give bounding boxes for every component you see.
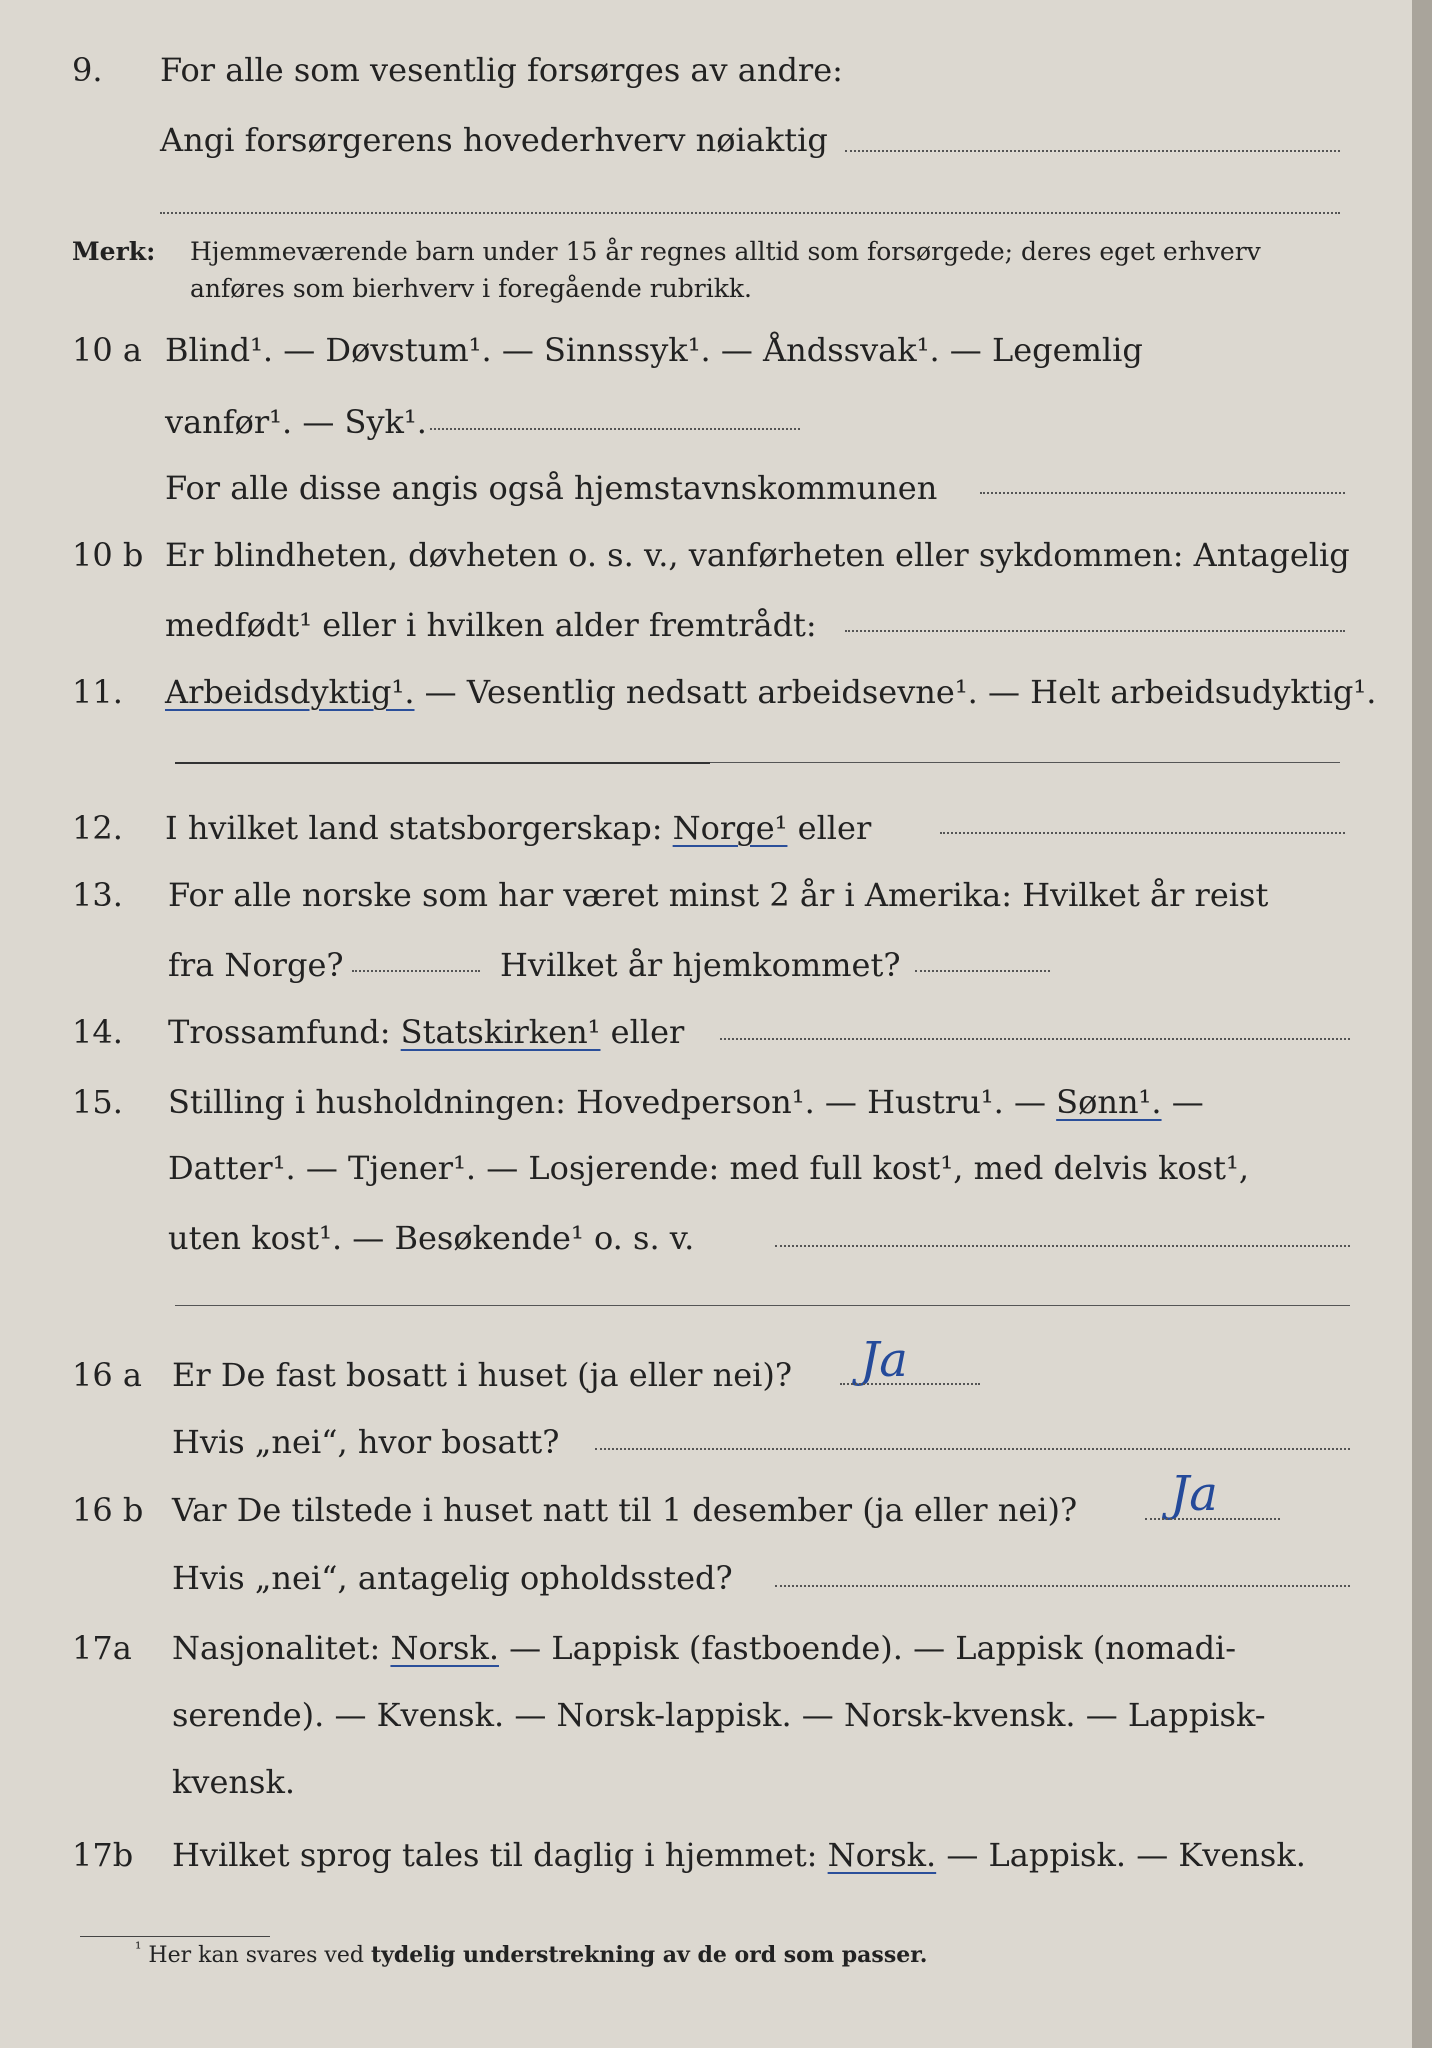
- q16b-where-line[interactable]: [775, 1585, 1350, 1587]
- q16a-number: 16 a: [72, 1356, 142, 1394]
- q13-year-returned[interactable]: [915, 970, 1050, 972]
- q16b-answer: Ja: [1170, 1466, 1218, 1522]
- merk-label: Merk:: [72, 237, 156, 266]
- q9-answer-line[interactable]: [845, 150, 1340, 152]
- q15-line3: uten kost¹. — Besøkende¹ o. s. v.: [168, 1219, 695, 1257]
- q13-year-left[interactable]: [352, 970, 480, 972]
- footnote-rule: [80, 1936, 270, 1937]
- footnote: $^{^1}$ Her kan svares ved tydelig understrekning av de ord som passer.: [135, 1938, 928, 1968]
- q11-answer-line[interactable]: [175, 762, 710, 764]
- q12-selected-option[interactable]: Norge¹: [672, 809, 788, 847]
- q9-number: 9.: [72, 51, 103, 89]
- q11-selected-option[interactable]: Arbeidsdyktig¹.: [165, 673, 415, 711]
- q11-number: 11.: [72, 673, 123, 711]
- q17a-selected-option[interactable]: Norsk.: [390, 1629, 499, 1667]
- q11-line: Arbeidsdyktig¹. — Vesentlig nedsatt arbeidsevne¹. — Helt arbeidsudyktig¹.: [165, 673, 1377, 711]
- q17b-number: 17b: [72, 1836, 134, 1874]
- q15-answer-line[interactable]: [775, 1245, 1350, 1247]
- q16a-answer-line[interactable]: [840, 1383, 980, 1385]
- q10a-line3: For alle disse angis også hjemstavnskommunen: [165, 469, 938, 507]
- q16b-answer-line[interactable]: [1145, 1518, 1280, 1520]
- q12-line: I hvilket land statsborgerskap: Norge¹ eller: [165, 809, 872, 847]
- q9-answer-line-2[interactable]: [160, 212, 1340, 214]
- q14-answer-line[interactable]: [720, 1038, 1350, 1040]
- q15-number: 15.: [72, 1083, 123, 1121]
- q9-line2: Angi forsørgerens hovederhverv nøiaktig: [160, 121, 828, 159]
- q15-line1: Stilling i husholdningen: Hovedperson¹. — Hustru¹. — Sønn¹. —: [168, 1083, 1204, 1121]
- q13-number: 13.: [72, 876, 123, 914]
- q17a-number: 17a: [72, 1629, 132, 1667]
- q15-line2: Datter¹. — Tjener¹. — Losjerende: med full kost¹, med delvis kost¹,: [168, 1149, 1250, 1187]
- q10a-line1: Blind¹. — Døvstum¹. — Sinnssyk¹. — Åndssvak¹. — Legemlig: [165, 331, 1143, 369]
- q17b-line: Hvilket sprog tales til daglig i hjemmet: Norsk. — Lappisk. — Kvensk.: [172, 1836, 1306, 1874]
- q16a-where-line[interactable]: [595, 1448, 1350, 1450]
- q16b-line1: Var De tilstede i huset natt til 1 desember (ja eller nei)?: [172, 1491, 1078, 1529]
- q10a-number: 10 a: [72, 331, 142, 369]
- q11-answer-line-b[interactable]: [710, 762, 1340, 763]
- q10b-line1: Er blindheten, døvheten o. s. v., vanførheten eller sykdommen: Antagelig: [165, 536, 1350, 574]
- q9-line1: For alle som vesentlig forsørges av andre:: [160, 51, 843, 89]
- q17a-line2: serende). — Kvensk. — Norsk-lappisk. — Norsk-kvensk. — Lappisk-: [172, 1696, 1266, 1734]
- q16b-number: 16 b: [72, 1491, 144, 1529]
- q10a-answer-line[interactable]: [430, 428, 800, 430]
- q13-line2a: fra Norge?: [168, 946, 344, 984]
- q17a-line3: kvensk.: [172, 1763, 295, 1801]
- q10a-home-line[interactable]: [980, 492, 1345, 494]
- q10b-answer-line[interactable]: [845, 630, 1345, 632]
- merk-line1: Hjemmeværende barn under 15 år regnes alltid som forsørgede; deres eget erhverv: [190, 237, 1261, 266]
- page-edge: [1412, 0, 1432, 2048]
- q16a-answer: Ja: [860, 1332, 908, 1388]
- q12-answer-line[interactable]: [940, 832, 1345, 834]
- q16b-line2: Hvis „nei“, antagelig opholdssted?: [172, 1559, 733, 1597]
- q10b-line2: medfødt¹ eller i hvilken alder fremtrådt:: [165, 606, 817, 644]
- q14-line: Trossamfund: Statskirken¹ eller: [168, 1013, 685, 1051]
- q10a-line2: vanfør¹. — Syk¹.: [165, 403, 427, 441]
- q12-number: 12.: [72, 809, 123, 847]
- q17a-line1: Nasjonalitet: Norsk. — Lappisk (fastboende). — Lappisk (nomadi-: [172, 1629, 1237, 1667]
- q14-selected-option[interactable]: Statskirken¹: [400, 1013, 601, 1051]
- merk-line2: anføres som bierhverv i foregående rubrikk.: [190, 274, 752, 303]
- q10b-number: 10 b: [72, 536, 144, 574]
- q16a-line1: Er De fast bosatt i huset (ja eller nei)?: [172, 1356, 793, 1394]
- q17b-selected-option[interactable]: Norsk.: [827, 1836, 937, 1874]
- q15-selected-option[interactable]: Sønn¹.: [1056, 1083, 1162, 1121]
- q16a-line2: Hvis „nei“, hvor bosatt?: [172, 1423, 560, 1461]
- q15-answer-line-2[interactable]: [175, 1305, 1350, 1306]
- q13-line2b: Hvilket år hjemkommet?: [500, 946, 901, 984]
- q14-number: 14.: [72, 1013, 123, 1051]
- q13-line1: For alle norske som har været minst 2 år i Amerika: Hvilket år reist: [168, 876, 1269, 914]
